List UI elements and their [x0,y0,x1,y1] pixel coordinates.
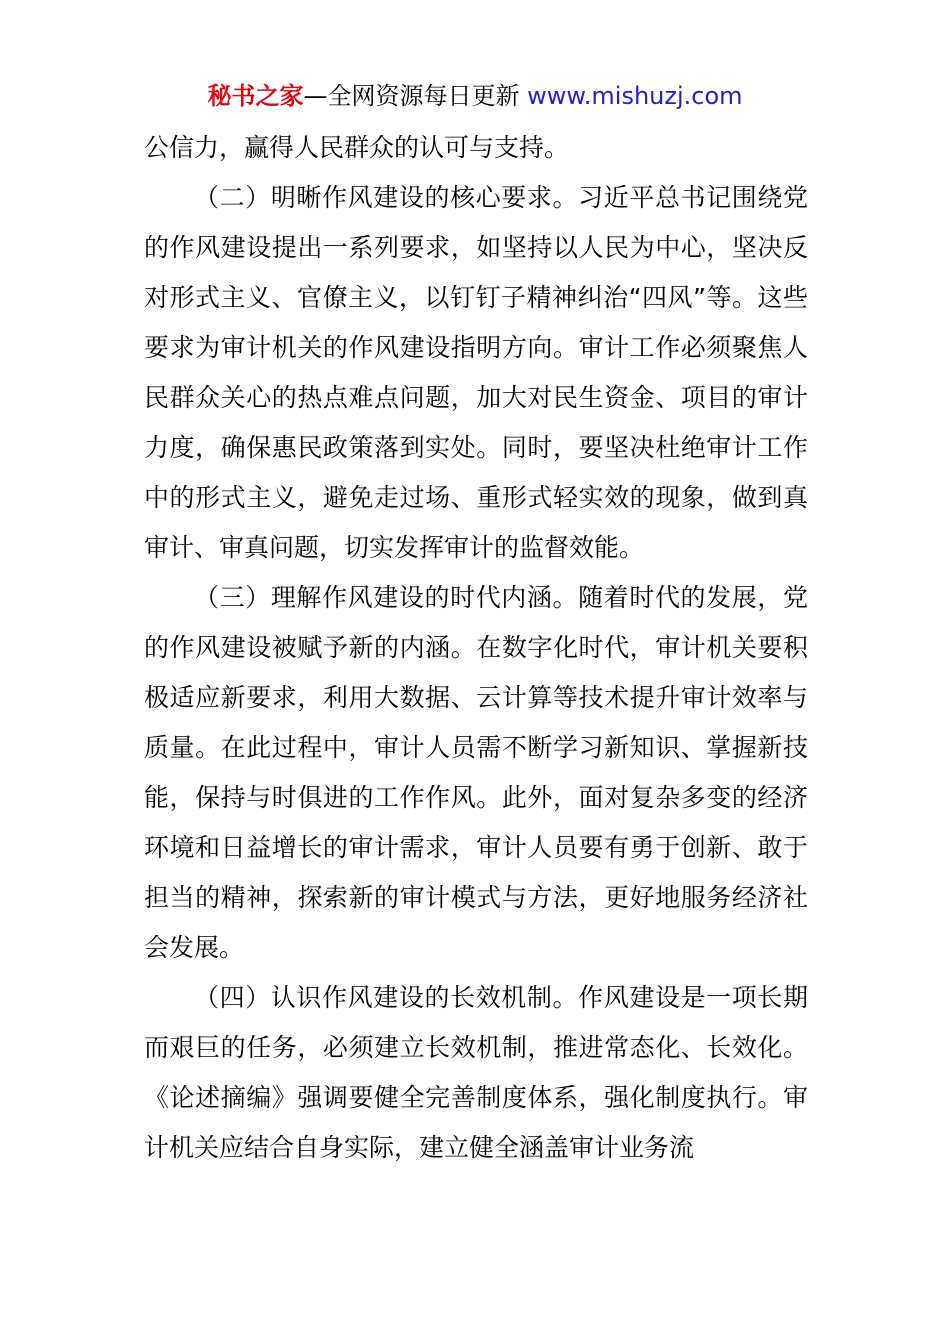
site-url[interactable]: www.mishuzj.com [527,82,743,110]
paragraph-section-4: （四）认识作风建设的长效机制。作风建设是一项长期而艰巨的任务，必须建立长效机制，推进常态化、长效化。《论述摘编》强调要健全完善制度体系，强化制度执行。审计机关应结合自身实际，建立健全涵盖审计业务流 [144,983,808,1162]
site-tagline: —全网资源每日更新 [303,82,520,110]
page-header [0,78,950,114]
site-brand: 秘书之家 [207,82,304,110]
paragraph-section-2: （二）明晰作风建设的核心要求。习近平总书记围绕党的作风建设提出一系列要求，如坚持以人民为中心，坚决反对形式主义、官僚主义，以钉钉子精神纠治“四风”等。这些要求为审计机关的作风建设指明方向。审计工作必须聚焦人民群众关心的热点难点问题，加大对民生资金、项目的审计力度，确保惠民政策落到实处。同时，要坚决杜绝审计工作中的形式主义，避免走过场、重形式轻实效的现象，做到真审计、审真问题，切实发挥审计的监督效能。 [144,183,808,562]
document-body [144,123,808,1173]
paragraph-continuation: 公信力，赢得人民群众的认可与支持。 [144,133,570,162]
paragraph-section-3: （三）理解作风建设的时代内涵。随着时代的发展，党的作风建设被赋予新的内涵。在数字化时代，审计机关要积极适应新要求，利用大数据、云计算等技术提升审计效率与质量。在此过程中，审计人员需不断学习新知识、掌握新技能，保持与时俱进的工作作风。此外，面对复杂多变的经济环境和日益增长的审计需求，审计人员要有勇于创新、敢于担当的精神，探索新的审计模式与方法，更好地服务经济社会发展。 [144,583,808,962]
